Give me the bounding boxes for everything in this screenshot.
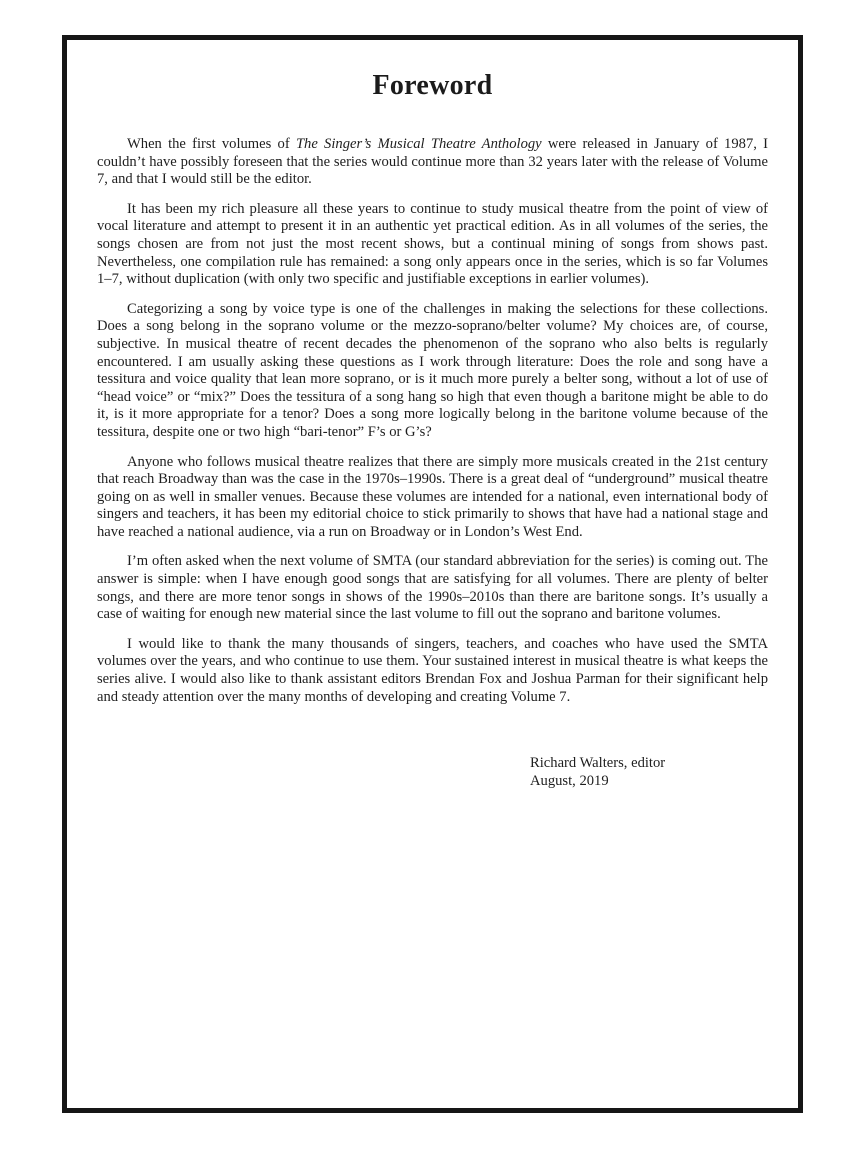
signature-name: Richard Walters, editor	[530, 755, 666, 772]
paragraph-3: Categorizing a song by voice type is one of the challenges in making the selections for these collections. Does a song belong in the soprano volume or the mezzo-soprano/belter volume? My choices are, of course, subjective. In musical theatre of recent decades the phenomenon of the soprano who also belts is regularly encountered. I am usually asking these questions as I work through literature: Does the role and song have a tessitura and voice quality that lean more soprano, or is it much more purely a belter song, without a lot of use of “head voice” or “mix?” Does the tessitura of a song hang so high that even though a baritone might be able to do it, is it more appropriate for a tenor? Does a song more logically belong in the baritone volume because of the tessitura, despite one or two high “bari-tenor” F’s or G’s?	[97, 300, 768, 440]
paragraph-5: I’m often asked when the next volume of SMTA (our standard abbreviation for the series) is coming out. The answer is simple: when I have enough good songs that are satisfying for all volumes. There are plenty of belter songs, and there are more tenor songs in shows of the 1990s–2010s than there are baritone songs. It’s usually a case of waiting for enough new material since the last volume to fill out the soprano and baritone volumes.	[97, 553, 768, 623]
signature-date: August, 2019	[530, 773, 609, 790]
foreword-body	[97, 136, 768, 706]
paragraph-1-rest: were released in January of 1987, I couldn’t have possibly foreseen that the series would continue more than 32 years later with the release of Volume 7, and that I would still be the editor.	[97, 136, 768, 188]
page-border-frame	[62, 35, 803, 1113]
paragraph-2: It has been my rich pleasure all these years to continue to study musical theatre from the point of view of vocal literature and attempt to present it in an authentic yet practical edition. As in all volumes of the series, the songs chosen are from not just the most recent shows, but a continual mining of songs from shows past. Nevertheless, one compilation rule has remained: a song only appears once in the series, which is so far Volumes 1–7, without duplication (with only two specific and justifiable exceptions in earlier volumes).	[97, 200, 768, 288]
paragraph-1-lead: When the first volumes of	[127, 136, 296, 152]
paragraph-4: Anyone who follows musical theatre realizes that there are simply more musicals created in the 21st century that reach Broadway than was the case in the 1970s–1990s. There is a great deal of “underground” musical theatre going on as well in smaller venues. Because these volumes are intended for a national, even international body of singers and teachers, it has been my editorial choice to stick primarily to shows that have had a national stage and have reached a national audience, via a run on Broadway or in London’s West End.	[97, 453, 768, 540]
page-title: Foreword	[372, 70, 493, 101]
paragraph-6: I would like to thank the many thousands of singers, teachers, and coaches who have used the SMTA volumes over the years, and who continue to use them. Your sustained interest in musical theatre is what keeps the series alive. I would also like to thank assistant editors Brendan Fox and Joshua Parman for their significant help and steady attention over the many months of developing and creating Volume 7.	[97, 635, 768, 705]
book-title-italic: The Singer’s Musical Theatre Anthology	[295, 136, 542, 152]
signature-block	[530, 754, 798, 790]
paragraph-1	[97, 136, 768, 189]
